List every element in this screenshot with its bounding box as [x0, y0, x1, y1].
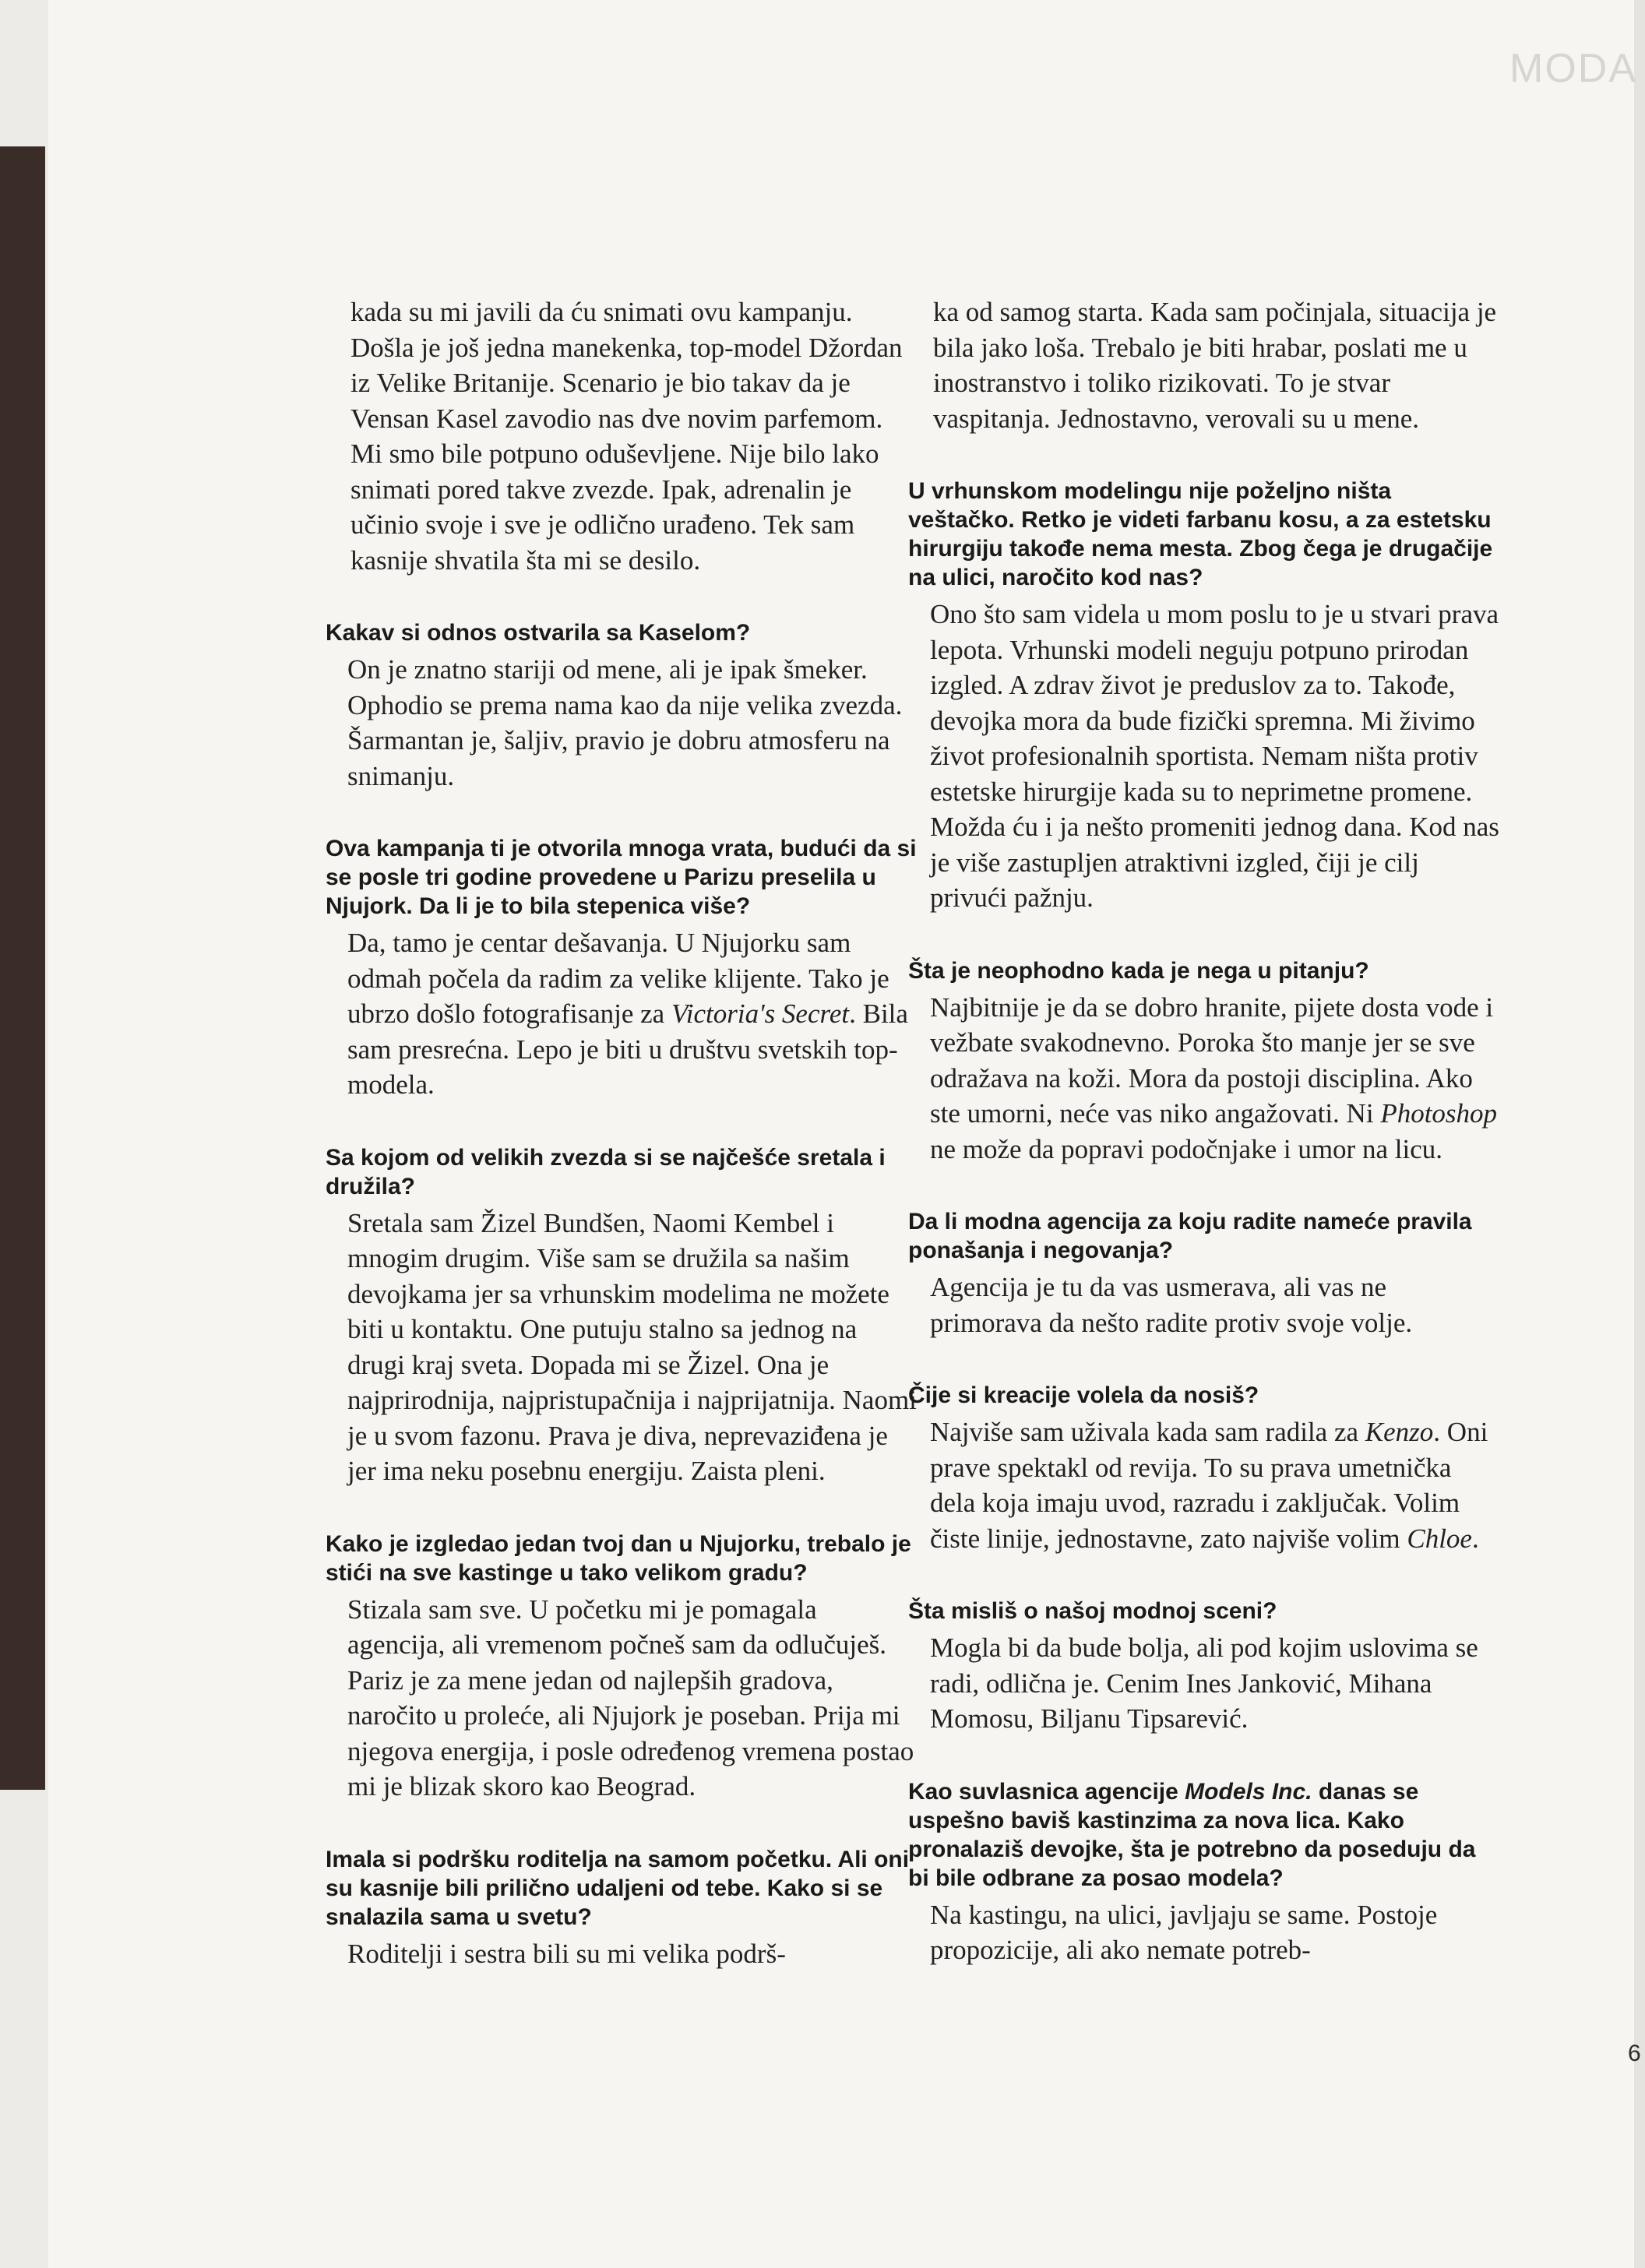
interview-answer: [347, 925, 918, 1103]
question-text: danas se uspešno baviš kastinzima za nova lica. Kako pronalaziš devojke, šta je potrebno da poseduju da bi bile odbrane za posao modela?: [908, 1778, 1476, 1891]
interview-question: Kakav si odnos ostvarila sa Kaselom?: [326, 620, 751, 646]
interview-question: Kako je izgledao jedan tvoj dan u Njujorku, trebalo je stići na sve kastinge u tako velikom gradu?: [326, 1530, 911, 1586]
right-column: [908, 294, 1500, 1968]
answer-text: .: [1471, 1523, 1479, 1554]
interview-answer: Roditelji i sestra bili su mi velika podrš-: [347, 1938, 786, 1969]
brand-name: Photoshop: [1380, 1098, 1498, 1129]
page-edge: [1634, 0, 1645, 2268]
question-text: Kao suvlasnica agencije: [908, 1778, 1185, 1805]
section-header-ghost: MODA: [1509, 46, 1637, 91]
interview-answer: Sretala sam Žizel Bundšen, Naomi Kembel i mnogim drugim. Više sam se družila sa našim devojkama jer sa vrhunskim modelima ne možete biti u kontaktu. One putuju stalno sa jednog na drugi kraj sveta. Dopada mi se Žizel. Ona je najprirodnija, najpristupačnija i najprijatnija. Naomi je u svom fazonu. Prava je diva, neprevaziđena je jer ima neku posebnu energiju. Zaista pleni.: [347, 1207, 917, 1486]
interview-question: Čije si kreacije volela da nosiš?: [908, 1382, 1259, 1408]
interview-answer: On je znatno stariji od mene, ali je ipak šmeker. Ophodio se prema nama kao da nije velika zvezda. Šarmantan je, šaljiv, pravio je dobru atmosferu na snimanju.: [347, 654, 903, 791]
interview-question: Šta je neophodno kada je nega u pitanju?: [908, 957, 1369, 984]
interview-answer: Mogla bi da bude bolja, ali pod kojim uslovima se radi, odlična je. Cenim Ines Janković, Mihana Momosu, Biljanu Tipsarević.: [930, 1632, 1478, 1734]
page-number: 6: [1628, 2041, 1641, 2066]
answer-text: . Bila sam presrećna. Lepo je biti u društvu svetskih top-modela.: [347, 998, 908, 1100]
interview-answer: [930, 1414, 1500, 1556]
answer-text: Najviše sam uživala kada sam radila za: [930, 1417, 1365, 1447]
agency-name: Models Inc.: [1185, 1778, 1312, 1805]
brand-name: Chloe: [1407, 1523, 1472, 1554]
interview-answer: [930, 990, 1500, 1167]
interview-question: U vrhunskom modelingu nije poželjno ništa veštačko. Retko je videti farbanu kosu, a za estetsku hirurgiju takođe nema mesta. Zbog čega je drugačije na ulici, naročito kod nas?: [908, 478, 1493, 590]
interview-question: Imala si podršku roditelja na samom početku. Ali oni su kasnije bili prilično udaljeni od tebe. Kako si se snalazila sama u svetu?: [326, 1846, 910, 1930]
answer-text: Najbitnije je da se dobro hranite, pijete dosta vode i vežbate svakodnevno. Poroka što manje jer se sve odražava na koži. Mora da postoji disciplina. Ako ste umorni, neće vas niko angažovati. Ni: [930, 991, 1494, 1129]
continued-answer: kada su mi javili da ću snimati ovu kampanju. Došla je još jedna manekenka, top-model Džordan iz Velike Britanije. Scenario je bio takav da je Vensan Kasel zavodio nas dve novim parfemom. Mi smo bile potpuno oduševljene. Nije bilo lako snimati pored takve zvezde. Ipak, adrenalin je učinio svoje i sve je odlično urađeno. Tek sam kasnije shvatila šta mi se desilo.: [350, 297, 903, 576]
interview-question: Sa kojom od velikih zvezda si se najčešće sretala i družila?: [326, 1144, 886, 1199]
interview-question: Da li modna agencija za koju radite nameće pravila ponašanja i negovanja?: [908, 1209, 1472, 1263]
continued-answer: ka od samog starta. Kada sam počinjala, situacija je bila jako loša. Trebalo je biti hrabar, poslati me u inostranstvo i toliko rizikovati. To je stvar vaspitanja. Jednostavno, verovali su u mene.: [933, 297, 1497, 434]
interview-question: Ova kampanja ti je otvorila mnoga vrata, budući da si se posle tri godine provedene u Parizu preselila u Njujork. Da li je to bila stepenica više?: [326, 836, 917, 919]
answer-text: . Oni prave spektakl od revija. To su prava umetnička dela koja imaju uvod, razradu i zaključak. Volim čiste linije, jednostavne, zato najviše volim: [930, 1417, 1488, 1554]
interview-answer: Ono što sam videla u mom poslu to je u stvari prava lepota. Vrhunski modeli neguju potpuno prirodan izgled. A zdrav život je preduslov za to. Takođe, devojka mora da bude fizički spremna. Mi živimo život profesionalnih sportista. Nemam ništa protiv estetske hirurgije kada su to neprimetne promene. Možda ću i ja nešto promeniti jednog dana. Kod nas je više zastupljen atraktivni izgled, čiji je cilj privući pažnju.: [930, 599, 1499, 913]
interview-question: Šta misliš o našoj modnoj sceni?: [908, 1598, 1277, 1624]
interview-answer: Na kastingu, na ulici, javljaju se same. Postoje propozicije, ali ako nemate potreb-: [930, 1899, 1438, 1965]
interview-answer: Stizala sam sve. U početku mi je pomagala agencija, ali vremenom počneš sam da odlučuješ. Pariz je za mene jedan od najlepših gradova, naročito u proleće, ali Njujork je poseban. Prija mi njegova energija, i posle određenog vremena postao mi je blizak skoro kao Beograd.: [347, 1594, 914, 1801]
answer-text: ne može da popravi podočnjake i umor na licu.: [930, 1133, 1442, 1164]
brand-name: Victoria's Secret: [671, 998, 850, 1029]
interview-question: [908, 1777, 1500, 1893]
facing-page-photo-edge: [0, 146, 45, 1790]
left-column: [326, 294, 918, 1971]
answer-text: Da, tamo je centar dešavanja. U Njujorku sam odmah počela da radim za velike klijente. Tako je ubrzo došlo fotografisanje za: [347, 928, 889, 1029]
interview-answer: Agencija je tu da vas usmerava, ali vas ne primorava da nešto radite protiv svoje volje.: [930, 1272, 1413, 1338]
brand-name: Kenzo: [1365, 1417, 1434, 1447]
